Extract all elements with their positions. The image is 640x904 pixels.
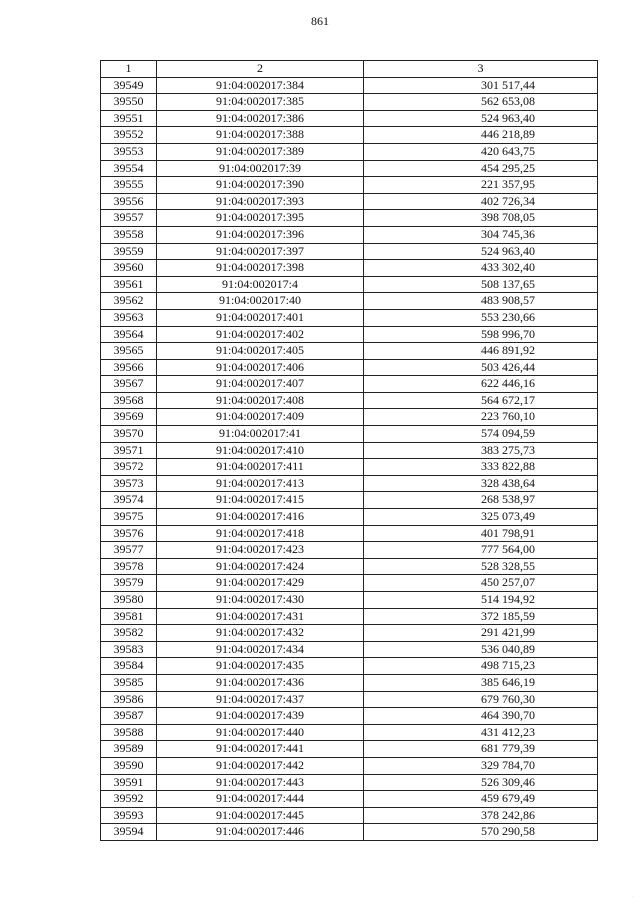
cadastral-number-cell: 91:04:002017:405 xyxy=(157,343,364,360)
cadastral-value-cell: 514 194,92 xyxy=(364,592,598,609)
cadastral-value-cell: 528 328,55 xyxy=(364,558,598,575)
row-number-cell: 39586 xyxy=(101,691,157,708)
row-number-cell: 39589 xyxy=(101,741,157,758)
table-row xyxy=(101,691,598,708)
cadastral-number-cell: 91:04:002017:431 xyxy=(157,608,364,625)
table-row xyxy=(101,475,598,492)
cadastral-number-cell: 91:04:002017:396 xyxy=(157,226,364,243)
table-row xyxy=(101,542,598,559)
cadastral-value-cell: 325 073,49 xyxy=(364,509,598,526)
cadastral-number-cell: 91:04:002017:386 xyxy=(157,110,364,127)
row-number-cell: 39557 xyxy=(101,210,157,227)
column-header-number: 1 xyxy=(101,61,157,78)
cadastral-number-cell: 91:04:002017:416 xyxy=(157,509,364,526)
table-row xyxy=(101,127,598,144)
cadastral-number-cell: 91:04:002017:4 xyxy=(157,276,364,293)
table-row xyxy=(101,824,598,841)
cadastral-value-cell: 464 390,70 xyxy=(364,708,598,725)
cadastral-value-table xyxy=(100,60,598,841)
table-header xyxy=(101,61,598,78)
cadastral-number-cell: 91:04:002017:39 xyxy=(157,160,364,177)
table-row xyxy=(101,276,598,293)
cadastral-value-cell: 398 708,05 xyxy=(364,210,598,227)
cadastral-value-cell: 459 679,49 xyxy=(364,791,598,808)
cadastral-value-cell: 483 908,57 xyxy=(364,293,598,310)
row-number-cell: 39560 xyxy=(101,260,157,277)
row-number-cell: 39579 xyxy=(101,575,157,592)
cadastral-value-cell: 328 438,64 xyxy=(364,475,598,492)
row-number-cell: 39588 xyxy=(101,724,157,741)
cadastral-number-cell: 91:04:002017:432 xyxy=(157,625,364,642)
cadastral-number-cell: 91:04:002017:423 xyxy=(157,542,364,559)
table-row xyxy=(101,260,598,277)
cadastral-value-cell: 570 290,58 xyxy=(364,824,598,841)
cadastral-value-cell: 431 412,23 xyxy=(364,724,598,741)
cadastral-value-cell: 268 538,97 xyxy=(364,492,598,509)
table-row xyxy=(101,459,598,476)
cadastral-value-cell: 446 891,92 xyxy=(364,343,598,360)
cadastral-number-cell: 91:04:002017:41 xyxy=(157,426,364,443)
table-row xyxy=(101,625,598,642)
table-row xyxy=(101,226,598,243)
cadastral-number-cell: 91:04:002017:401 xyxy=(157,309,364,326)
row-number-cell: 39574 xyxy=(101,492,157,509)
table-row xyxy=(101,210,598,227)
cadastral-number-cell: 91:04:002017:444 xyxy=(157,791,364,808)
cadastral-value-cell: 681 779,39 xyxy=(364,741,598,758)
cadastral-value-cell: 503 426,44 xyxy=(364,359,598,376)
cadastral-value-cell: 679 760,30 xyxy=(364,691,598,708)
row-number-cell: 39576 xyxy=(101,525,157,542)
table-row xyxy=(101,177,598,194)
row-number-cell: 39571 xyxy=(101,442,157,459)
cadastral-number-cell: 91:04:002017:439 xyxy=(157,708,364,725)
cadastral-value-cell: 526 309,46 xyxy=(364,774,598,791)
row-number-cell: 39568 xyxy=(101,392,157,409)
table-row xyxy=(101,658,598,675)
cadastral-number-cell: 91:04:002017:437 xyxy=(157,691,364,708)
cadastral-value-cell: 304 745,36 xyxy=(364,226,598,243)
cadastral-value-cell: 562 653,08 xyxy=(364,94,598,111)
cadastral-value-cell: 508 137,65 xyxy=(364,276,598,293)
table-row xyxy=(101,243,598,260)
cadastral-number-cell: 91:04:002017:393 xyxy=(157,193,364,210)
cadastral-value-cell: 333 822,88 xyxy=(364,459,598,476)
cadastral-number-cell: 91:04:002017:411 xyxy=(157,459,364,476)
cadastral-number-cell: 91:04:002017:430 xyxy=(157,592,364,609)
row-number-cell: 39558 xyxy=(101,226,157,243)
table-row xyxy=(101,641,598,658)
cadastral-value-cell: 524 963,40 xyxy=(364,110,598,127)
cadastral-value-cell: 301 517,44 xyxy=(364,77,598,94)
row-number-cell: 39573 xyxy=(101,475,157,492)
table-row xyxy=(101,193,598,210)
row-number-cell: 39551 xyxy=(101,110,157,127)
row-number-cell: 39583 xyxy=(101,641,157,658)
row-number-cell: 39593 xyxy=(101,807,157,824)
row-number-cell: 39587 xyxy=(101,708,157,725)
cadastral-value-cell: 454 295,25 xyxy=(364,160,598,177)
table-row xyxy=(101,724,598,741)
cadastral-value-cell: 223 760,10 xyxy=(364,409,598,426)
cadastral-number-cell: 91:04:002017:402 xyxy=(157,326,364,343)
row-number-cell: 39592 xyxy=(101,791,157,808)
cadastral-number-cell: 91:04:002017:413 xyxy=(157,475,364,492)
row-number-cell: 39559 xyxy=(101,243,157,260)
cadastral-value-cell: 622 446,16 xyxy=(364,376,598,393)
table-row xyxy=(101,492,598,509)
cadastral-number-cell: 91:04:002017:415 xyxy=(157,492,364,509)
cadastral-value-cell: 385 646,19 xyxy=(364,674,598,691)
cadastral-value-cell: 433 302,40 xyxy=(364,260,598,277)
table-row xyxy=(101,343,598,360)
row-number-cell: 39569 xyxy=(101,409,157,426)
table-row xyxy=(101,326,598,343)
row-number-cell: 39566 xyxy=(101,359,157,376)
row-number-cell: 39564 xyxy=(101,326,157,343)
table-row xyxy=(101,442,598,459)
row-number-cell: 39577 xyxy=(101,542,157,559)
cadastral-value-cell: 777 564,00 xyxy=(364,542,598,559)
table-row xyxy=(101,110,598,127)
cadastral-number-cell: 91:04:002017:434 xyxy=(157,641,364,658)
row-number-cell: 39565 xyxy=(101,343,157,360)
table-row xyxy=(101,409,598,426)
table-row xyxy=(101,608,598,625)
table-row xyxy=(101,77,598,94)
row-number-cell: 39563 xyxy=(101,309,157,326)
scan-artifact: · xyxy=(632,894,634,900)
cadastral-number-cell: 91:04:002017:384 xyxy=(157,77,364,94)
table-row xyxy=(101,509,598,526)
row-number-cell: 39556 xyxy=(101,193,157,210)
row-number-cell: 39572 xyxy=(101,459,157,476)
cadastral-value-cell: 553 230,66 xyxy=(364,309,598,326)
table-row xyxy=(101,525,598,542)
cadastral-number-cell: 91:04:002017:446 xyxy=(157,824,364,841)
cadastral-number-cell: 91:04:002017:40 xyxy=(157,293,364,310)
cadastral-number-cell: 91:04:002017:409 xyxy=(157,409,364,426)
cadastral-number-cell: 91:04:002017:440 xyxy=(157,724,364,741)
cadastral-number-cell: 91:04:002017:429 xyxy=(157,575,364,592)
cadastral-number-cell: 91:04:002017:436 xyxy=(157,674,364,691)
cadastral-number-cell: 91:04:002017:443 xyxy=(157,774,364,791)
table-body xyxy=(101,77,598,840)
table-row xyxy=(101,774,598,791)
cadastral-number-cell: 91:04:002017:385 xyxy=(157,94,364,111)
table-row xyxy=(101,807,598,824)
page-number: 861 xyxy=(311,14,329,28)
table-row xyxy=(101,160,598,177)
row-number-cell: 39562 xyxy=(101,293,157,310)
cadastral-number-cell: 91:04:002017:389 xyxy=(157,143,364,160)
cadastral-number-cell: 91:04:002017:410 xyxy=(157,442,364,459)
cadastral-number-cell: 91:04:002017:424 xyxy=(157,558,364,575)
table-row xyxy=(101,392,598,409)
cadastral-number-cell: 91:04:002017:397 xyxy=(157,243,364,260)
row-number-cell: 39555 xyxy=(101,177,157,194)
row-number-cell: 39554 xyxy=(101,160,157,177)
cadastral-number-cell: 91:04:002017:418 xyxy=(157,525,364,542)
row-number-cell: 39582 xyxy=(101,625,157,642)
table-row xyxy=(101,674,598,691)
cadastral-value-cell: 498 715,23 xyxy=(364,658,598,675)
cadastral-number-cell: 91:04:002017:407 xyxy=(157,376,364,393)
row-number-cell: 39550 xyxy=(101,94,157,111)
cadastral-number-cell: 91:04:002017:406 xyxy=(157,359,364,376)
cadastral-value-cell: 329 784,70 xyxy=(364,757,598,774)
cadastral-number-cell: 91:04:002017:395 xyxy=(157,210,364,227)
header-row xyxy=(101,61,598,78)
table-row xyxy=(101,592,598,609)
table-row xyxy=(101,293,598,310)
cadastral-number-cell: 91:04:002017:390 xyxy=(157,177,364,194)
cadastral-value-cell: 420 643,75 xyxy=(364,143,598,160)
cadastral-value-cell: 574 094,59 xyxy=(364,426,598,443)
cadastral-value-cell: 402 726,34 xyxy=(364,193,598,210)
row-number-cell: 39561 xyxy=(101,276,157,293)
row-number-cell: 39575 xyxy=(101,509,157,526)
row-number-cell: 39591 xyxy=(101,774,157,791)
row-number-cell: 39594 xyxy=(101,824,157,841)
row-number-cell: 39567 xyxy=(101,376,157,393)
column-header-value: 3 xyxy=(364,61,598,78)
cadastral-value-cell: 372 185,59 xyxy=(364,608,598,625)
row-number-cell: 39585 xyxy=(101,674,157,691)
row-number-cell: 39584 xyxy=(101,658,157,675)
row-number-cell: 39581 xyxy=(101,608,157,625)
cadastral-value-cell: 378 242,86 xyxy=(364,807,598,824)
table-row xyxy=(101,359,598,376)
table-row xyxy=(101,791,598,808)
cadastral-value-cell: 536 040,89 xyxy=(364,641,598,658)
cadastral-number-cell: 91:04:002017:398 xyxy=(157,260,364,277)
cadastral-number-cell: 91:04:002017:388 xyxy=(157,127,364,144)
cadastral-value-cell: 383 275,73 xyxy=(364,442,598,459)
cadastral-value-cell: 598 996,70 xyxy=(364,326,598,343)
table-row xyxy=(101,708,598,725)
cadastral-value-cell: 221 357,95 xyxy=(364,177,598,194)
row-number-cell: 39570 xyxy=(101,426,157,443)
row-number-cell: 39553 xyxy=(101,143,157,160)
cadastral-value-cell: 524 963,40 xyxy=(364,243,598,260)
cadastral-value-cell: 291 421,99 xyxy=(364,625,598,642)
cadastral-number-cell: 91:04:002017:442 xyxy=(157,757,364,774)
row-number-cell: 39580 xyxy=(101,592,157,609)
cadastral-number-cell: 91:04:002017:435 xyxy=(157,658,364,675)
cadastral-number-cell: 91:04:002017:408 xyxy=(157,392,364,409)
table-row xyxy=(101,741,598,758)
table-row xyxy=(101,376,598,393)
cadastral-value-cell: 446 218,89 xyxy=(364,127,598,144)
table-row xyxy=(101,143,598,160)
cadastral-value-cell: 564 672,17 xyxy=(364,392,598,409)
table-row xyxy=(101,426,598,443)
table-row xyxy=(101,558,598,575)
table-row xyxy=(101,575,598,592)
row-number-cell: 39590 xyxy=(101,757,157,774)
table-row xyxy=(101,309,598,326)
cadastral-number-cell: 91:04:002017:441 xyxy=(157,741,364,758)
row-number-cell: 39552 xyxy=(101,127,157,144)
cadastral-value-cell: 450 257,07 xyxy=(364,575,598,592)
column-header-cadastral-number: 2 xyxy=(157,61,364,78)
row-number-cell: 39578 xyxy=(101,558,157,575)
table-row xyxy=(101,757,598,774)
cadastral-value-cell: 401 798,91 xyxy=(364,525,598,542)
table-row xyxy=(101,94,598,111)
row-number-cell: 39549 xyxy=(101,77,157,94)
cadastral-number-cell: 91:04:002017:445 xyxy=(157,807,364,824)
